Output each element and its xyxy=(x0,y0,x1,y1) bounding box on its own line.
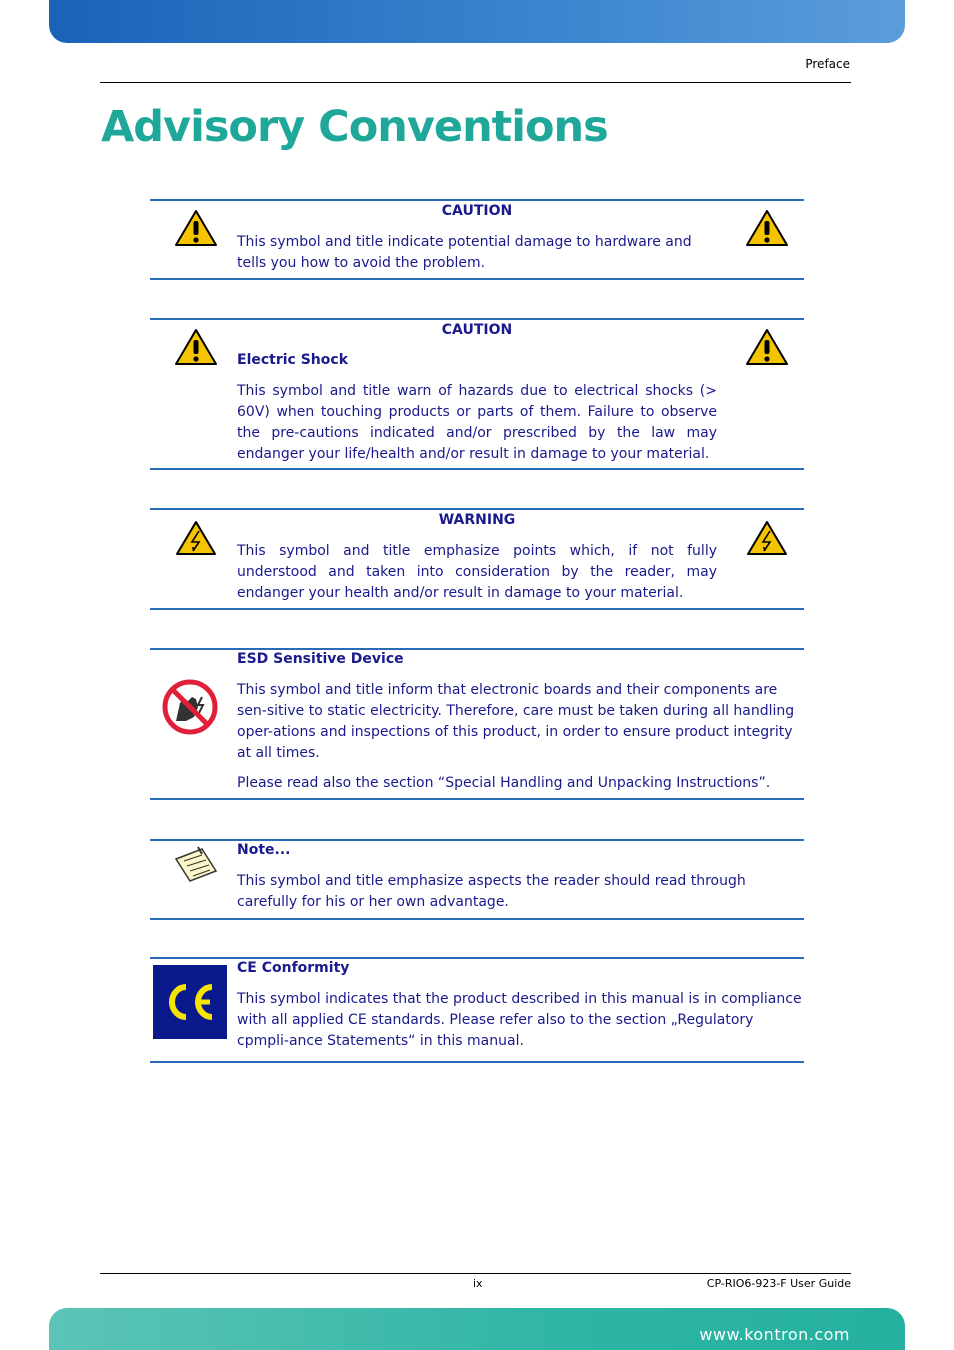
caution-box xyxy=(150,199,804,280)
page-title: Advisory Conventions xyxy=(101,102,608,152)
electric-shock-text: This symbol and title warn of hazards due to electrical shocks (> 60V) when touching products or parts of them. Failure to observe the pre-cautions indicated and/or prescribed by the law may endanger your life/health and/or result in damage to your material. xyxy=(237,383,717,462)
esd-subtitle: ESD Sensitive Device xyxy=(237,651,404,667)
header-rule xyxy=(100,82,851,83)
note-paper-icon xyxy=(172,845,220,885)
top-banner xyxy=(49,0,905,43)
caution-triangle-icon xyxy=(745,328,789,366)
esd-reference-text: Please read also the section “Special Handling and Unpacking Instructions”. xyxy=(237,775,771,791)
caution-triangle-icon xyxy=(745,209,789,247)
guide-name: CP-RIO6-923-F User Guide xyxy=(706,1277,851,1290)
esd-prohibition-icon xyxy=(162,677,218,737)
section-label: Preface xyxy=(805,57,850,71)
caution-title: CAUTION xyxy=(441,203,513,219)
note-text: This symbol and title emphasize aspects the reader should read through carefully for his or her own advantage. xyxy=(237,873,746,910)
warning-text: This symbol and title emphasize points which, if not fully understood and taken into consideration by the reader, may endanger your health and/or result in damage to your material. xyxy=(237,543,717,601)
ce-text: This symbol indicates that the product described in this manual is in compliance with all applied CE standards. Please refer also to the section „Regulatory cpmpli-ance Statements“ in this manual. xyxy=(237,991,802,1049)
lightning-triangle-icon xyxy=(746,520,788,556)
electric-shock-subtitle: Electric Shock xyxy=(237,352,349,368)
warning-title: WARNING xyxy=(438,512,516,528)
footer-rule xyxy=(100,1273,851,1274)
note-subtitle: Note... xyxy=(237,842,291,858)
note-box xyxy=(150,839,804,920)
ce-mark-icon xyxy=(153,965,227,1039)
esd-text: This symbol and title inform that electronic boards and their components are sen-sitive to static electricity. Therefore, care must be taken during all handling oper-ations and inspections of this product, in order to ensure product integrity at all times. xyxy=(237,682,795,761)
ce-subtitle: CE Conformity xyxy=(237,960,350,976)
esd-box xyxy=(150,648,804,800)
warning-box xyxy=(150,508,804,610)
caution-electric-shock-box xyxy=(150,318,804,470)
website-link[interactable]: www.kontron.com xyxy=(699,1325,850,1344)
caution-title: CAUTION xyxy=(441,322,513,338)
page-number: ix xyxy=(473,1277,483,1290)
caution-text: This symbol and title indicate potential damage to hardware and tells you how to avoid the problem. xyxy=(237,234,692,271)
ce-conformity-box xyxy=(150,957,804,1063)
